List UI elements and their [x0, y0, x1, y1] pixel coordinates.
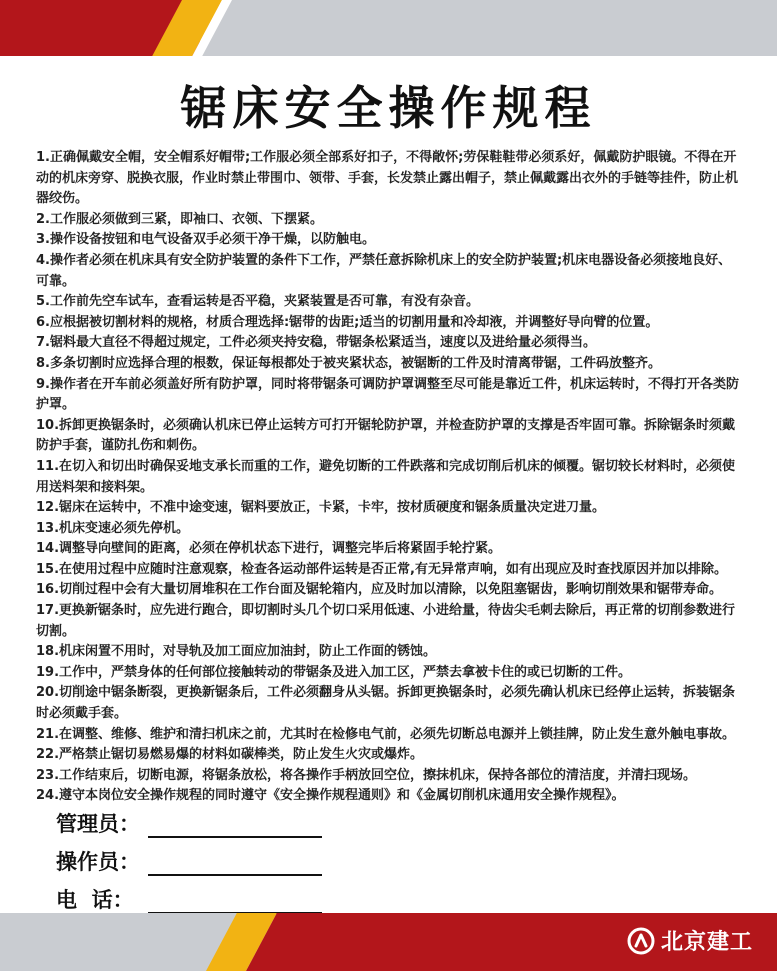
signoff-section — [56, 800, 456, 914]
header-gray-block — [202, 0, 777, 56]
brand-logo-icon — [627, 927, 655, 955]
rules-list — [36, 148, 744, 807]
manager-label: 管理员： — [56, 812, 140, 836]
phone-row — [56, 876, 456, 914]
rule-item: 13.机床变速必须先停机。 — [36, 520, 190, 536]
footer-gray-block — [0, 913, 241, 971]
rule-item: 5.工作前先空车试车，查看运转是否平稳，夹紧装置是否可靠，有没有杂音。 — [36, 294, 479, 310]
rule-item: 18.机床闲置不用时，对导轨及加工面应加油封，防止工作面的锈蚀。 — [36, 644, 437, 660]
operator-label: 操作员： — [56, 850, 140, 874]
operator-signature-line[interactable] — [148, 848, 322, 876]
phone-signature-line[interactable] — [148, 886, 322, 914]
rule-item: 3.操作设备按钮和电气设备双手必须干净干燥，以防触电。 — [36, 232, 375, 248]
rule-item: 7.锯料最大直径不得超过规定，工件必须夹持安稳，带锯条松紧适当，速度以及进给量必须得当。 — [36, 335, 596, 351]
rule-item: 1.正确佩戴安全帽，安全帽系好帽带;工作服必须全部系好扣子，不得敞怀;劳保鞋鞋带必须系好，佩戴防护眼镜。不得在开动的机床旁穿、脱换衣服，作业时禁止带围巾、领带、手套，长发禁止露出帽子，禁止佩戴露出衣外的手链等挂件，防止机器绞伤。 — [36, 150, 739, 207]
rule-item: 12.锯床在运转中，不准中途变速，锯料要放正，卡紧，卡牢，按材质硬度和锯条质量决定进刀量。 — [36, 500, 606, 516]
rule-item: 15.在使用过程中应随时注意观察，检查各运动部件运转是否正常,有无异常声响，如有出现应及时查找原因并加以排除。 — [36, 561, 727, 577]
operator-row — [56, 838, 456, 876]
brand — [627, 925, 753, 956]
header-band — [0, 0, 777, 56]
rule-item: 14.调整导向壁间的距离，必须在停机状态下进行，调整完毕后将紧固手轮拧紧。 — [36, 541, 502, 557]
rule-item: 16.切削过程中会有大量切屑堆积在工作台面及锯轮箱内，应及时加以清除，以免阻塞锯齿，影响切削效果和锯带寿命。 — [36, 582, 723, 598]
rule-item: 10.拆卸更换锯条时，必须确认机床已停止运转方可打开锯轮防护罩，并检查防护罩的支撑是否牢固可靠。拆除锯条时须戴防护手套，谨防扎伤和刺伤。 — [36, 417, 736, 454]
rule-item: 24.遵守本岗位安全操作规程的同时遵守《安全操作规程通则》和《金属切削机床通用安全操作规程》。 — [36, 788, 625, 804]
rule-item: 2.工作服必须做到三紧，即袖口、衣领、下摆紧。 — [36, 211, 323, 227]
page-title: 锯床安全操作规程 — [180, 81, 597, 135]
rule-item: 22.严格禁止锯切易燃易爆的材料如碳棒类，防止发生火灾或爆炸。 — [36, 747, 424, 763]
rule-item: 11.在切入和切出时确保妥地支承长而重的工作，避免切断的工件跌落和完成切削后机床的倾覆。锯切较长材料时，必须使用送料架和接料架。 — [36, 458, 736, 495]
rule-item: 17.更换新锯条时，应先进行跑合，即切割时头几个切口采用低速、小进给量，待齿尖毛刺去除后，再正常的切削参数进行切割。 — [36, 603, 736, 639]
rule-item: 6.应根据被切割材料的规格，材质合理选择:锯带的齿距;适当的切割用量和冷却液，并调整好导向臂的位置。 — [36, 314, 659, 330]
rule-item: 20.切削途中锯条断裂，更换新锯条后，工件必须翻身从头锯。拆卸更换锯条时，必须先确认机床已经停止运转，拆装锯条时必须戴手套。 — [36, 685, 736, 722]
brand-name: 北京建工 — [660, 930, 753, 955]
manager-signature-line[interactable] — [148, 810, 322, 838]
rule-item: 19.工作中，严禁身体的任何部位接触转动的带锯条及进入加工区，严禁去拿被卡住的或已切断的工件。 — [36, 664, 632, 680]
rule-item: 21.在调整、维修、维护和清扫机床之前，尤其时在检修电气前，必须先切断总电源并上锁挂牌，防止发生意外触电事故。 — [36, 726, 736, 742]
rule-item: 8.多条切割时应选择合理的根数，保证每根都处于被夹紧状态，被锯断的工件及时清离带锯，工件码放整齐。 — [36, 355, 661, 371]
rule-item: 23.工作结束后，切断电源，将锯条放松，将各操作手柄放回空位，擦抹机床，保持各部位的清洁度，并清扫现场。 — [36, 767, 697, 783]
rule-item: 9.操作者在开车前必须盖好所有防护罩，同时将带锯条可调防护罩调整至尽可能是靠近工件，机床运转时，不得打开各类防护罩。 — [36, 376, 739, 413]
phone-label: 电 话： — [56, 888, 134, 912]
manager-row — [56, 800, 456, 838]
rule-item: 4.操作者必须在机床具有安全防护装置的条件下工作，严禁任意拆除机床上的安全防护装置;机床电器设备必须接地良好、可靠。 — [36, 252, 732, 289]
